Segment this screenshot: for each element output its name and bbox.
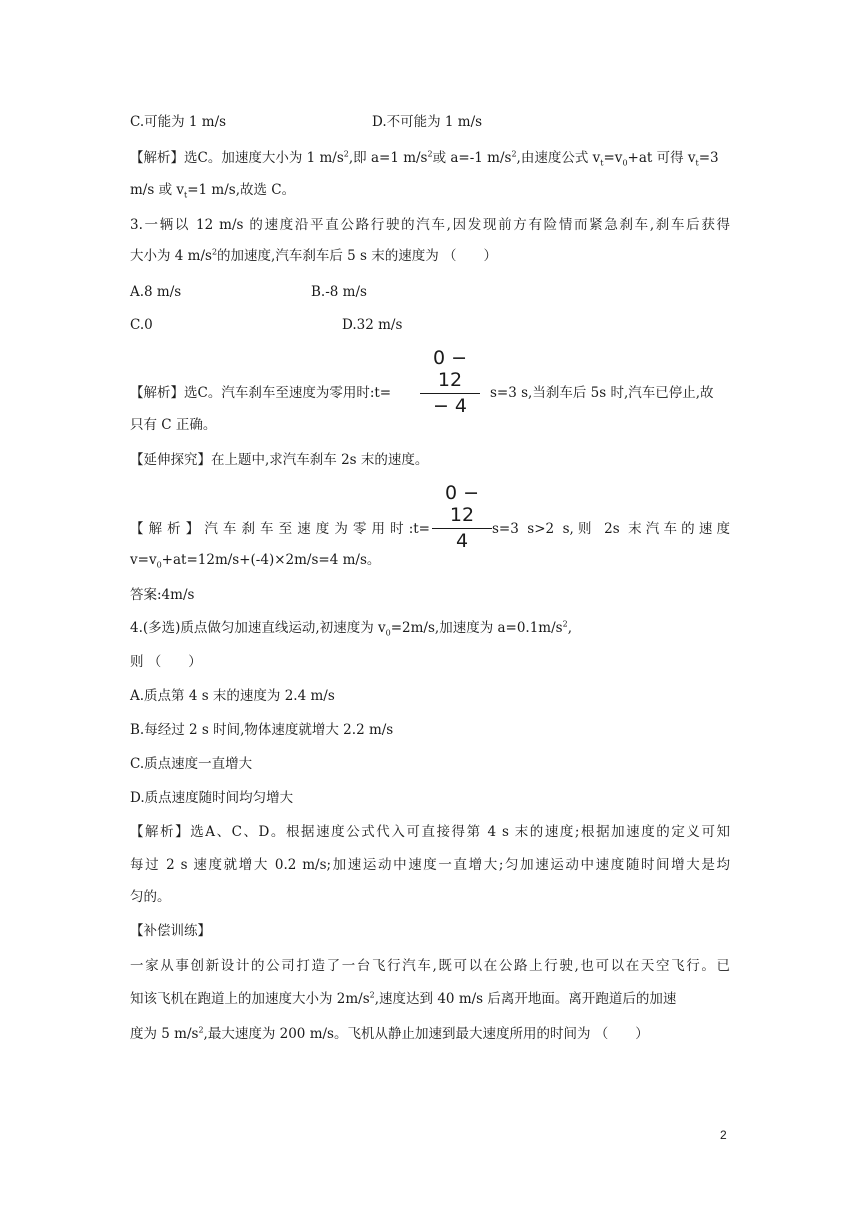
text-run: 度为 5 m/s [130, 1026, 199, 1042]
analysis-line: s=3 s,当刹车后 5s 时,汽车已停止,故 [490, 385, 714, 401]
text-run: , [567, 620, 572, 636]
subscript: t [184, 190, 188, 200]
text-run: v=v [130, 552, 157, 568]
extension-title: 【延伸探究】在上题中,求汽车刹车 2s 末的速度。 [130, 452, 429, 468]
superscript: 2 [427, 149, 433, 159]
text-run: 大小为 4 m/s [130, 248, 212, 264]
text-run: ,最大速度为 200 m/s。飞机从静止加速到最大速度所用的时间为 （ ） [203, 1026, 649, 1042]
option-a: A.8 m/s [130, 284, 182, 300]
supplement-line [130, 989, 676, 1009]
text-run: ,速度达到 40 m/s 后离开地面。离开跑道后的加速 [374, 991, 677, 1007]
answer: 答案:4m/s [130, 587, 195, 603]
analysis-line: s=3 s>2 s,则 2s 末汽车的速度 [492, 521, 730, 537]
question-3-stem [130, 246, 497, 266]
superscript: 2 [511, 149, 517, 159]
option-b: B.-8 m/s [311, 284, 367, 300]
text-run: 4.(多选)质点做匀加速直线运动,初速度为 v [130, 620, 386, 636]
text-run: 的加速度,汽车刹车后 5 s 末的速度为 （ ） [217, 248, 498, 264]
subscript: t [695, 158, 699, 168]
superscript: 2 [198, 1025, 204, 1035]
subscript: t [600, 158, 604, 168]
analysis-line [130, 148, 719, 168]
text-run: +at=12m/s+(-4)×2m/s=4 m/s。 [161, 552, 381, 568]
fraction-denominator: 4 [455, 530, 469, 552]
option-c: C.0 [130, 317, 153, 333]
text-run: =3 [698, 150, 719, 166]
subscript: 0 [622, 158, 628, 168]
text-run: ,即 a=1 m/s [348, 150, 428, 166]
fraction-denominator: − 4 [432, 395, 468, 417]
text-run: 【解析】选C。加速度大小为 1 m/s [130, 150, 344, 166]
text-run: ,由速度公式 v [516, 150, 601, 166]
fraction [432, 482, 492, 552]
analysis-line: 只有 C 正确。 [130, 417, 217, 433]
superscript: 2 [343, 149, 349, 159]
superscript: 2 [211, 247, 218, 257]
text-run: +at 可得 v [627, 150, 696, 166]
option-a: A.质点第 4 s 末的速度为 2.4 m/s [130, 688, 335, 704]
question-3-stem: 3.一辆以 12 m/s 的速度沿平直公路行驶的汽车,因发现前方有险情而紧急刹车,刹车后获得 [130, 217, 730, 233]
analysis-line: 【解析】选C。汽车刹车至速度为零用时:t= [130, 385, 392, 401]
option-b: B.每经过 2 s 时间,物体速度就增大 2.2 m/s [130, 722, 394, 738]
superscript: 2 [369, 990, 375, 1000]
subscript: 0 [385, 628, 391, 638]
text-run: =v [603, 150, 623, 166]
question-4-stem [130, 618, 572, 638]
analysis-line: 【解析】汽车刹车至速度为零用时:t= [130, 521, 430, 537]
text-run: m/s 或 v [130, 182, 184, 198]
question-4-stem: 则 （ ） [130, 654, 202, 670]
fraction-numerator: 0 − 12 [432, 482, 492, 529]
analysis-line [130, 550, 380, 570]
analysis-line [130, 180, 295, 200]
analysis-line: 匀的。 [130, 889, 171, 905]
option-c: C.可能为 1 m/s [130, 114, 227, 130]
analysis-line: 【解析】选A、C、D。根据速度公式代入可直接得第 4 s 末的速度;根据加速度的定义可知 [130, 824, 730, 840]
option-c: C.质点速度一直增大 [130, 756, 253, 772]
option-d: D.32 m/s [342, 317, 403, 333]
text-run: =1 m/s,故选 C。 [187, 182, 296, 198]
text-run: 或 a=-1 m/s [432, 150, 512, 166]
page-number: 2 [720, 1128, 727, 1142]
text-run: 知该飞机在跑道上的加速度大小为 2m/s [130, 991, 370, 1007]
subscript: 0 [156, 560, 162, 570]
supplement-line [130, 1024, 649, 1044]
fraction-numerator: 0 − 12 [420, 347, 480, 394]
superscript: 2 [562, 619, 568, 629]
supplement-line: 一家从事创新设计的公司打造了一台飞行汽车,既可以在公路上行驶,也可以在天空飞行。已 [130, 958, 730, 974]
analysis-line: 每过 2 s 速度就增大 0.2 m/s;加速运动中速度一直增大;匀加速运动中速度随时间增大是均 [130, 857, 730, 873]
option-d: D.不可能为 1 m/s [372, 114, 483, 130]
supplement-title: 【补偿训练】 [130, 923, 211, 939]
fraction [420, 347, 480, 417]
option-d: D.质点速度随时间均匀增大 [130, 790, 294, 806]
text-run: =2m/s,加速度为 a=0.1m/s [390, 620, 563, 636]
